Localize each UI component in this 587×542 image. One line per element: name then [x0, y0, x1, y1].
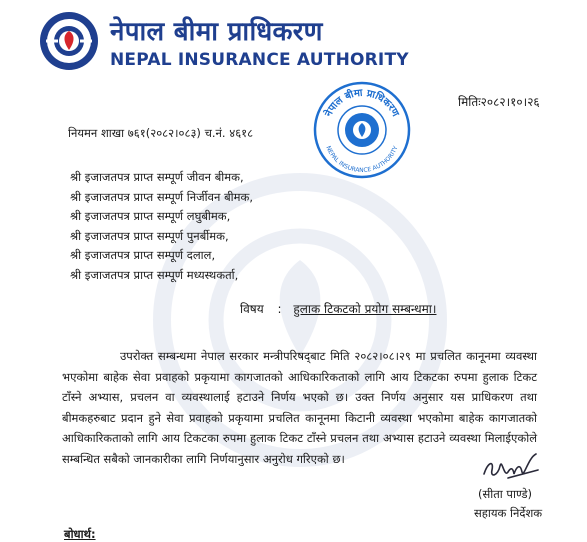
nia-logo-icon	[38, 10, 100, 72]
org-name-nepali: नेपाल बीमा प्राधिकरण	[110, 17, 323, 47]
cc-label: बोधार्थ:	[64, 527, 96, 541]
recipient-list	[70, 168, 253, 285]
letter-body: उपरोक्त सम्बन्धमा नेपाल सरकार मन्त्रीपरिषद्‌बाट मिति २०८२।०८।२९ मा प्रचलित कानूनमा व्यवस्था भएकोमा बाहेक सेवा प्रवाहको प्रकृयामा कागजातको आधिकारिकताको लागि आय टिकटका रुपमा हुलाक टिकट टाँस्ने अभ्यास, प्रचलन वा व्यवस्थालाई हटाउने निर्णय भएको छ। उक्त निर्णय अनुसार यस प्राधिकरण तथा बीमकहरुबाट प्रदान हुने सेवा प्रवाहको प्रकृयामा प्रचलित कानूनमा किटानी व्यवस्था भएकोमा बाहेक कागजातको आधिकारिकताको लागि आय टिकटका रुपमा हुलाक टिकट टाँस्ने प्रचलन तथा अभ्यास हटाउने व्यवस्था मिलाईएकोले सम्बन्धित सबैको जानकारीका लागि निर्णयानुसार अनुरोध गरिएको छ।	[62, 349, 537, 466]
signer-title: सहायक निर्देशक	[474, 506, 543, 520]
reference-number: नियमन शाखा ७६१(२०८२।०८३) च.नं. ४६१८	[68, 126, 254, 140]
recipient-line: श्री इजाजतपत्र प्राप्त सम्पूर्ण निर्जीवन बीमक,	[70, 189, 253, 204]
recipient-line: श्री इजाजतपत्र प्राप्त सम्पूर्ण दलाल,	[70, 248, 216, 262]
subject-colon: :	[277, 302, 282, 316]
recipient-line: श्री इजाजतपत्र प्राप्त सम्पूर्ण मध्यस्थकर्ता,	[70, 267, 239, 282]
signature-icon	[478, 448, 542, 486]
stamp-bottom-text: NEPAL INSURANCE AUTHORITY	[324, 145, 400, 175]
official-stamp-icon	[312, 80, 412, 180]
signer-name: (सीता पाण्डे)	[478, 487, 533, 501]
subject-label: विषय	[240, 302, 264, 316]
subject-text: हुलाक टिकटको प्रयोग सम्बन्धमा।	[293, 302, 437, 316]
letterhead	[38, 10, 409, 72]
letter-date: मितिः२०८२।१०।२६	[458, 95, 540, 109]
recipient-line: श्री इजाजतपत्र प्राप्त सम्पूर्ण लघुबीमक,	[70, 209, 231, 223]
subject-line	[240, 300, 436, 317]
recipient-line: श्री इजाजतपत्र प्राप्त सम्पूर्ण जीवन बीमक,	[70, 170, 244, 184]
stamp-top-text: नेपाल बीमा प्राधिकरण	[323, 87, 401, 119]
recipient-line: श्री इजाजतपत्र प्राप्त सम्पूर्ण पुनर्बीमक,	[70, 228, 229, 243]
org-name-english: NEPAL INSURANCE AUTHORITY	[110, 50, 409, 70]
